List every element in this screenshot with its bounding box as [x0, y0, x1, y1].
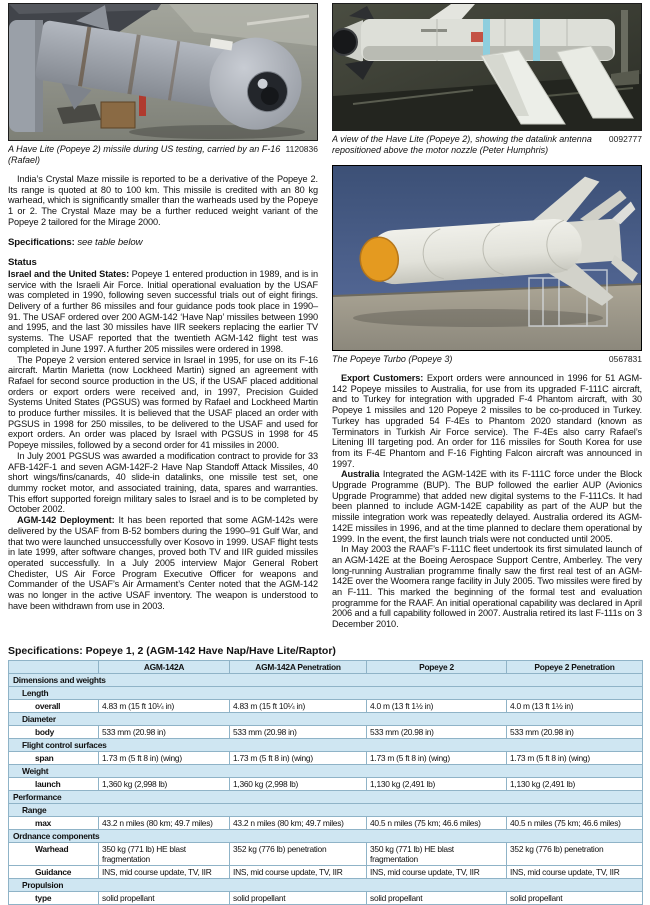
paragraph: Export Customers: Export orders were announced in 1996 for 51 AGM-142 Popeye missiles to Australia, for use from its upgraded F-111C aircraft, and to Turkey for integration with upgraded F-4 Phantom aircraft, with 30 Popeye 1 missiles and 120 Popeye 2 missiles to be co-produced in Turkey. Turkey has upgraded 54 F-4Es to Phantom 2020 standard (known as Terminators in Turkish Air Force service). The F-4Es also carry Rafael’s Litening III targeting pod. An order for 116 missiles for South Korea for use from its F-4E Phantom and F-16 Fighting Falcon aircraft was announced in 1997.: [332, 373, 642, 469]
table-row: [9, 879, 643, 892]
table-row: [9, 778, 643, 791]
caption-popeye-turbo: [332, 354, 642, 365]
table-row: [9, 866, 643, 879]
table-row: [9, 804, 643, 817]
right-column-text: [332, 373, 642, 630]
caption-text: A view of the Have Lite (Popeye 2), showing the datalink antenna repositioned above the motor nozzle (Peter Humphris): [332, 134, 592, 155]
caption-top-right-photo: [332, 134, 642, 156]
table-cell: 4.83 m (15 ft 10¼ in): [99, 700, 230, 713]
photo-have-lite-on-f16: [8, 3, 318, 141]
table-cell: 533 mm (20.98 in): [507, 726, 643, 739]
section-heading: Status: [8, 257, 37, 269]
caption-text: A Have Lite (Popeye 2) missile during US testing, carried by an F-16 (Rafael): [8, 144, 281, 165]
left-column: [8, 3, 318, 639]
photo-popeye-turbo: [332, 165, 642, 351]
table-header-cell: AGM-142A Penetration: [230, 661, 367, 674]
table-cell: INS, mid course update, TV, IIR: [230, 866, 367, 879]
table-section-label: Weight: [9, 765, 643, 778]
paragraph: In May 2003 the RAAF’s F-111C fleet undertook its first simulated launch of an AGM-142E at the Boeing Aerospace Support Centre, Amberley. The very long-running Australian programme finally saw the first real test of an AGM-142E over the Woomera range facility in July 2005. Two missiles were fired by an F-111. This marked the beginning of the formal test and evaluation programme for the RAAF. An initial operational capability was declared in April 2006 and a full capability followed in 2007. Australia retired its last F-111s on 3 December 2010.: [332, 544, 642, 630]
table-cell: 1.73 m (5 ft 8 in) (wing): [367, 752, 507, 765]
spec-note: Specifications: see table below: [8, 236, 143, 248]
table-cell: solid propellant: [367, 892, 507, 905]
table-cell: INS, mid course update, TV, IIR: [367, 866, 507, 879]
spec-table-title: Specifications: Popeye 1, 2 (AGM-142 Have Nap/Have Lite/Raptor): [8, 645, 336, 657]
table-row: [9, 765, 643, 778]
table-cell: 40.5 n miles (75 km; 46.6 miles): [367, 817, 507, 830]
table-row-label: launch: [9, 778, 99, 791]
table-cell: solid propellant: [230, 892, 367, 905]
table-row: [9, 752, 643, 765]
table-row: [9, 687, 643, 700]
table-row: [9, 674, 643, 687]
table-cell: INS, mid course update, TV, IIR: [99, 866, 230, 879]
paragraph: The Popeye 2 version entered service in Israel in 1995, for use on its F-16 aircraft. Martin Marietta (now Lockheed Martin) signed an agreement with Rafael for second source production in the US, if the USAF placed additional orders or export orders were received and, in 1997, Precision Guided Systems United States (PGSUS) was formed by Rafael and Lockheed Martin to produce further missiles. It is believed that the USAF placed an order with PGSUS in 1998 for 250 missiles, to be delivered to the USAF and used for export orders. An order was placed by Israel with PGSUS in 1998 for 45 Popeye missiles, followed by a second order for 41 missiles in 2000.: [8, 354, 318, 451]
paragraph: Australia Integrated the AGM-142E with its F-111C force under the Block Upgrade Programme (BUP). The BUP followed the earlier AUP (Avionics Upgrade Programme) that added new digital systems to the F-111Cs. It had been planned to include AGM-142E capability as part of the AUP but the missile integration work was repeatedly delayed. Australia ordered its AGM-142E missiles in 1996, and at the time planned to declare them operational by 1999. In the event, the first launch trials were not conducted until 2005.: [332, 469, 642, 544]
caption-text: The Popeye Turbo (Popeye 3): [332, 354, 453, 364]
table-section-label: Range: [9, 804, 643, 817]
table-row: [9, 700, 643, 713]
table-cell: 4.83 m (15 ft 10¼ in): [230, 700, 367, 713]
table-cell: 1.73 m (5 ft 8 in) (wing): [507, 752, 643, 765]
table-section-label: Ordnance components: [9, 830, 643, 843]
table-cell: 1,130 kg (2,491 lb): [507, 778, 643, 791]
table-cell: 352 kg (776 lb) penetration: [507, 843, 643, 866]
table-section-label: Dimensions and weights: [9, 674, 643, 687]
table-row-label: Warhead: [9, 843, 99, 866]
table-section-label: Performance: [9, 791, 643, 804]
table-section-label: Flight control surfaces: [9, 739, 643, 752]
table-cell: 40.5 n miles (75 km; 46.6 miles): [507, 817, 643, 830]
table-row-label: type: [9, 892, 99, 905]
table-cell: 1.73 m (5 ft 8 in) (wing): [99, 752, 230, 765]
table-row-label: overall: [9, 700, 99, 713]
right-column: [332, 3, 642, 639]
table-row: [9, 892, 643, 905]
photo-id: 1120836: [285, 144, 318, 154]
caption-left-photo: [8, 144, 318, 166]
left-column-text: [8, 174, 318, 611]
table-section-label: Length: [9, 687, 643, 700]
paragraph: Israel and the United States: Popeye 1 entered production in 1989, and is in service with the Israeli Air Force. Initial operational evaluation by the USAF was completed in 1990, following seven successful trials out of eight firings. Delivery of a further 86 missiles and four guidance pods took place in 1990–91. The USAF ordered over 200 AGM-142 ‘Have Nap’ missiles between 1990 and 1995, and the last 30 missiles have IIR seekers replacing the earlier TV systems. The USAF reported that the twentieth AGM-142 flight test was completed in June 1997. A further 205 missiles were ordered in 1998.: [8, 268, 318, 354]
table-cell: 1.73 m (5 ft 8 in) (wing): [230, 752, 367, 765]
spec-table: [8, 660, 643, 905]
table-row: [9, 739, 643, 752]
table-row: [9, 713, 643, 726]
table-row: [9, 726, 643, 739]
table-cell: solid propellant: [507, 892, 643, 905]
table-row: [9, 791, 643, 804]
table-cell: 533 mm (20.98 in): [230, 726, 367, 739]
table-cell: 43.2 n miles (80 km; 49.7 miles): [99, 817, 230, 830]
photo-have-lite-rear: [332, 3, 642, 131]
table-cell: 533 mm (20.98 in): [367, 726, 507, 739]
photo-id: 0092777: [608, 134, 642, 144]
table-cell: 4.0 m (13 ft 1½ in): [367, 700, 507, 713]
table-header-cell: AGM-142A: [99, 661, 230, 674]
table-cell: 1,360 kg (2,998 lb): [230, 778, 367, 791]
table-section-label: Propulsion: [9, 879, 643, 892]
table-cell: solid propellant: [99, 892, 230, 905]
table-header-cell: Popeye 2 Penetration: [507, 661, 643, 674]
paragraph: India’s Crystal Maze missile is reported to be a derivative of the Popeye 2. Its range is quoted at 80 to 100 km. This missile is credited with an 80 kg warhead, which is significantly smaller than the warheads used by the Popeye 1 or 2. The Crystal Maze may be a further reduced weight variant of the Popeye 2 tailored for the Mirage 2000.: [8, 174, 318, 227]
table-row-label: Guidance: [9, 866, 99, 879]
specifications-section: [8, 645, 642, 905]
table-header-cell: [9, 661, 99, 674]
table-cell: 352 kg (776 lb) penetration: [230, 843, 367, 866]
table-header-cell: Popeye 2: [367, 661, 507, 674]
table-cell: 1,130 kg (2,491 lb): [367, 778, 507, 791]
table-cell: 533 mm (20.98 in): [99, 726, 230, 739]
table-cell: INS, mid course update, TV, IIR: [507, 866, 643, 879]
table-row: [9, 843, 643, 866]
photo-id: 0567831: [608, 354, 642, 364]
paragraph: AGM-142 Deployment: It has been reported that some AGM-142s were delivered by the USAF from B-52 bombers during the 1990–91 Gulf War, and that two were launched unsuccessfully over Kosovo in 1999. USAF flight tests in late 1999, after software changes, proved both TV and IIR guided missiles operated successfully. In a July 2005 interview Major General Robert Chedister, US Air Force Program Executive Officer for weapons and Commander of the USAF’s Air Armament’s Center noted that the AGM-142 was no longer in the active USAF inventory. The weapon is understood to have been withdrawn from use in 2003.: [8, 515, 318, 611]
table-cell: 350 kg (771 lb) HE blast fragmentation: [367, 843, 507, 866]
table-header-row: [9, 661, 643, 674]
table-row: [9, 830, 643, 843]
table-section-label: Diameter: [9, 713, 643, 726]
table-row-label: span: [9, 752, 99, 765]
table-row: [9, 817, 643, 830]
table-cell: 1,360 kg (2,998 lb): [99, 778, 230, 791]
table-row-label: body: [9, 726, 99, 739]
table-cell: 43.2 n miles (80 km; 49.7 miles): [230, 817, 367, 830]
table-row-label: max: [9, 817, 99, 830]
table-cell: 350 kg (771 lb) HE blast fragmentation: [99, 843, 230, 866]
paragraph: In July 2001 PGSUS was awarded a modification contract to provide for 33 AFB-142F-1 and seven AGM-142F-2 Have Nap Standoff Attack Missiles, 40 short wings/fins/canards, 40 slide-in datalinks, one missile test set, one dummy rocket motor, and associated training, data, spares and warranties. This effort supported foreign military sales to Israel and is to be completed by October 2002.: [8, 450, 318, 515]
table-cell: 4.0 m (13 ft 1½ in): [507, 700, 643, 713]
